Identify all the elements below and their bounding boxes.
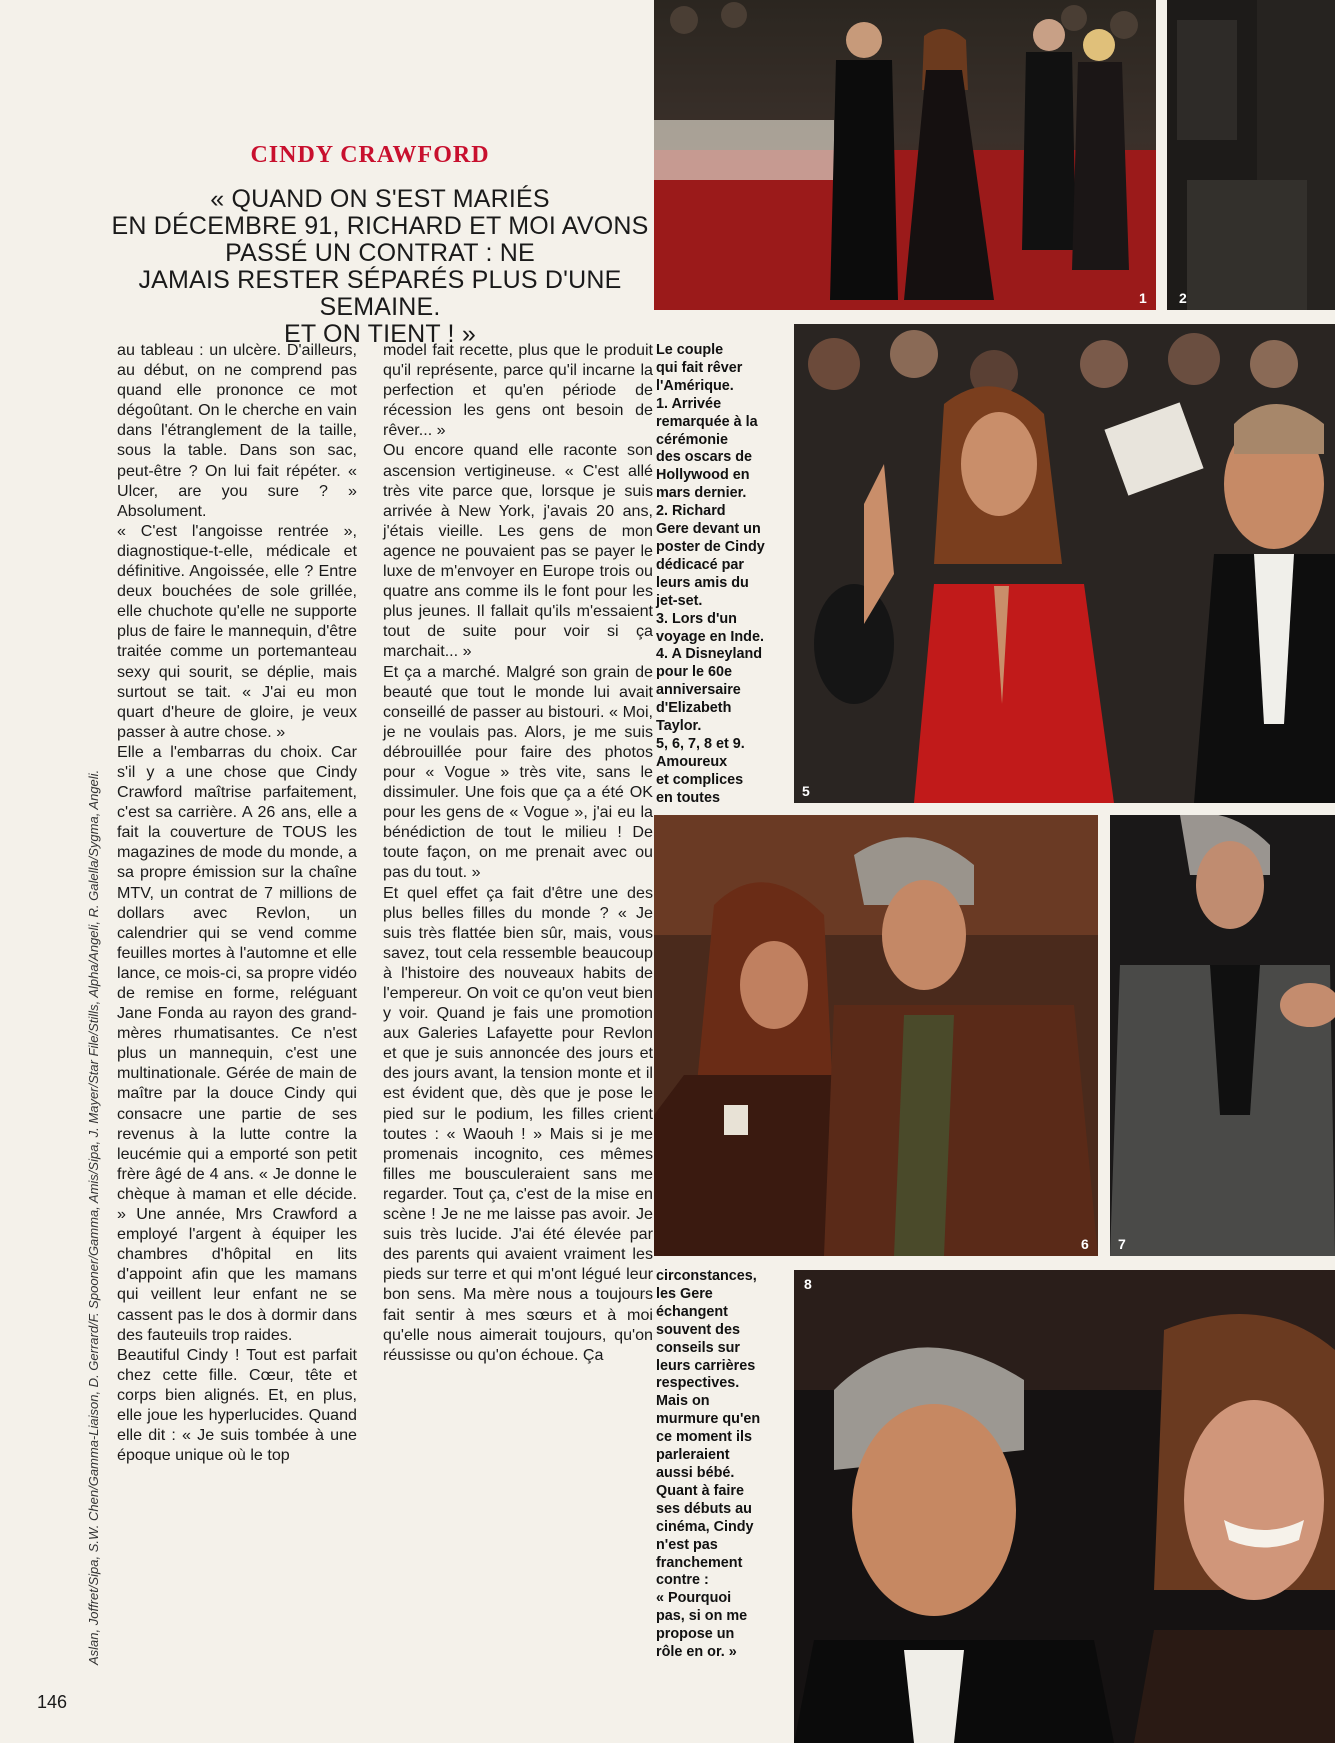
photo-poster xyxy=(1167,0,1335,310)
photo-number: 1 xyxy=(1139,290,1147,306)
photo-number: 7 xyxy=(1118,1236,1126,1252)
photo-oscars-arrival xyxy=(654,0,1156,310)
photo-laughing-couple xyxy=(794,1270,1335,1743)
photo-caption-bottom: circonstances, les Gere échangent souvent des conseils sur leurs carrières respectives. Mais on murmure qu'en ce moment ils parleraient aussi bébé. Quant à faire ses débuts au cinéma, Cindy n'est pas franchement contre : « Pourquoi pas, si on me propose un rôle en or. » xyxy=(656,1268,761,1661)
page-number: 146 xyxy=(37,1692,68,1712)
pull-quote: « QUAND ON S'EST MARIÉS EN DÉCEMBRE 91, RICHARD ET MOI AVONS PASSÉ UN CONTRAT : NE JAMAIS RESTER SÉPARÉS PLUS D'UNE SEMAINE. ET ON TIENT ! » xyxy=(111,185,649,348)
photo-grey-suit-illustration xyxy=(1110,815,1335,1256)
photo-number: 8 xyxy=(804,1276,812,1292)
photo-caption-top: Le couple qui fait rêver l'Amérique. 1. Arrivée remarquée à la cérémonie des oscars de Hollywood en mars dernier. 2. Richard Gere devant un poster de Cindy dédicacé par leurs amis du jet-set. 3. Lors d'un voyage en Inde. 4. A Disneyland pour le 60e anniversaire d'Elizabeth Taylor. 5, 6, 7, 8 et 9. Amoureux et complices en toutes xyxy=(656,342,765,806)
photo-red-dress xyxy=(794,324,1335,803)
photo-leather-jackets-illustration xyxy=(654,815,1098,1256)
photo-leather-jackets xyxy=(654,815,1098,1256)
article-column-2: model fait recette, plus que le produit qu'il représente, parce qu'il incarne la perfection et qu'en période de récession les gens ont besoin de rêver... » Ou encore quand elle raconte son ascension vertigineuse. « C'est allé très vite parce que, lorsque je suis arrivée à New York, j'avais 20 ans, j'étais vieille. Les gens de mon agence ne pouvaient pas se payer le luxe de m'envoyer en Europe trois ou quatre ans comme ils le font pour les plus jeunes. Il fallait qu'ils m'essaient tout de suite pour voir si ça marchait... » Et ça a marché. Malgré son grain de beauté que tout le monde lui avait conseillé de passer au bistouri. « Moi, je ne voulais pas. Alors, je me suis débrouillée pour faire des photos pour « Vogue » très vite, sans le dissimuler. Une fois que ça a été OK pour les gens de « Vogue », j'ai eu la bénédiction de tout le milieu ! De toute façon, on me prenait avec ou pas du tout. » Et quel effet ça fait d'être une des plus belles filles du monde ? « Je suis très flattée bien sûr, mais, vous savez, tout cela ressemble beaucoup à l'histoire des nouveaux habits de l'empereur. On voit ce qu'on veut bien y voir. Quand je fais une promotion aux Galeries Lafayette pour Revlon et que je suis annoncée des jours et des jours avant, la tension monte et il est évident que, dès que je pose le pied sur le podium, les filles crient toutes : « Waouh ! » Mais si je me promenais incognito, ces mêmes filles me bousculeraient sans me regarder. Tout ça, c'est de la mise en scène ! Je ne me laisse pas avoir. Je suis très lucide. J'ai été élevée par des parents qui avaient vraiment les pieds sur terre et qui m'ont légué leur bon sens. Ma mère nous a toujours fait sentir à mes sœurs et à moi qu'elle nous aimerait toujours, qu'on réussisse ou qu'on échoue. Ça xyxy=(383,341,653,1364)
photo-number: 2 xyxy=(1179,290,1187,306)
photo-red-dress-illustration xyxy=(794,324,1335,803)
photo-number: 6 xyxy=(1081,1236,1089,1252)
photo-number: 5 xyxy=(802,783,810,799)
photo-credits: Aslan, Joffret/Sipa, S.W. Chen/Gamma-Liaison, D. Gerrard/F. Spooner/Gamma, Amis/Sipa, J. Mayer/Star File/Stills, Alpha/Angeli, R. Galella/Sygma, Angeli. xyxy=(86,769,101,1665)
article-column-1: au tableau : un ulcère. D'ailleurs, au début, on ne comprend pas quand elle prononce ce mot dégoûtant. On le cherche en vain dans l'étranglement de la taille, sous la table. Dans son sac, peut-être ? On lui fait répéter. « Ulcer, are you sure ? » Absolument. « C'est l'angoisse rentrée », diagnostique-t-elle, médicale et définitive. Angoissée, elle ? Entre deux bouchées de sole grillée, elle chuchote qu'elle ne supporte plus de faire le mannequin, d'être traitée comme un portemanteau sexy qui sourit, se déplie, mais surtout se tait. « J'ai eu mon quart d'heure de gloire, je veux passer à autre chose. » Elle a l'embarras du choix. Car s'il y a une chose que Cindy Crawford maîtrise parfaitement, c'est sa carrière. A 26 ans, elle a fait la couverture de TOUS les magazines de mode du monde, a sa propre émission sur la chaîne MTV, un contrat de 7 millions de dollars avec Revlon, un calendrier qui se vend comme feuilles mortes à l'automne et elle lance, ce mois-ci, sa propre vidéo de remise en forme, reléguant Jane Fonda au rayon des grand-mères rhumatisantes. Ce n'est plus un mannequin, c'est une multinationale. Gérée de main de maître par la douce Cindy qui consacre une partie de ses revenus à la lutte contre la leucémie qui a emporté son petit frère âgé de 4 ans. « Je donne le chèque à maman et elle décide. » Une année, Mrs Crawford a employé l'argent à équiper les chambres d'hôpital en lits d'appoint afin que les mamans qui veillent leur enfant ne se cassent pas le dos à dormir dans des fauteuils trop raides. Beautiful Cindy ! Tout est parfait chez cette fille. Cœur, tête et corps bien alignés. Et, en plus, elle joue les hyperlucides. Quand elle dit : « Je suis tombée à une époque unique où le top xyxy=(117,341,357,1465)
photo-laughing-couple-illustration xyxy=(794,1270,1335,1743)
photo-poster-illustration xyxy=(1167,0,1335,310)
photo-grey-suit xyxy=(1110,815,1335,1256)
article-title: CINDY CRAWFORD xyxy=(250,142,490,168)
photo-oscars-illustration xyxy=(654,0,1156,310)
